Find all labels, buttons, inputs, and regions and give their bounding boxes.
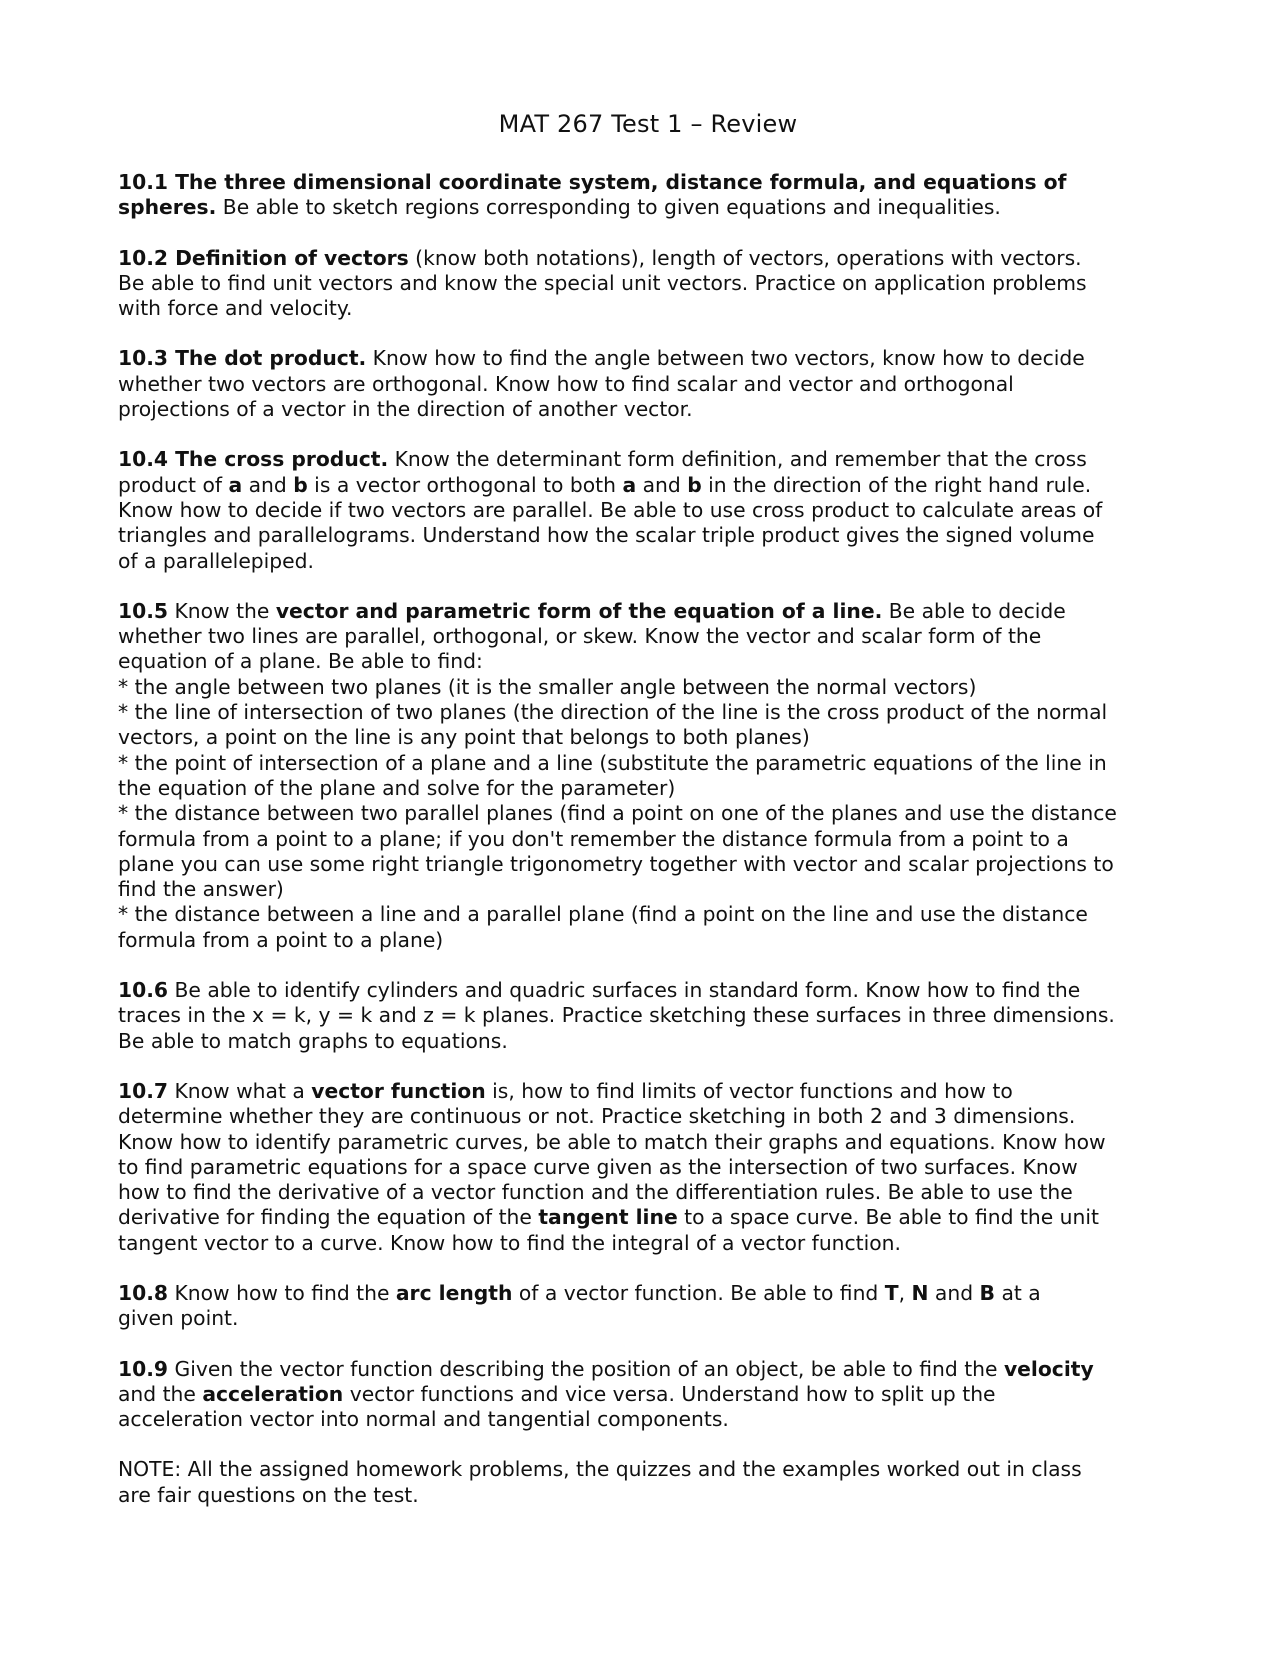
body-text: at a	[995, 1280, 1041, 1305]
bold-text: acceleration	[202, 1381, 344, 1406]
body-text: Know the	[168, 598, 276, 623]
bold-text: N	[911, 1280, 929, 1305]
section-paragraph	[118, 1079, 1178, 1256]
body-text: the equation of the plane and solve for the parameter)	[118, 775, 676, 800]
bold-text: 10.7	[118, 1078, 169, 1103]
text-line	[118, 447, 1178, 472]
text-line	[118, 1104, 1178, 1129]
body-text: ,	[898, 1280, 912, 1305]
text-line	[118, 1003, 1178, 1028]
section-paragraph	[118, 978, 1178, 1054]
body-text: find the answer)	[118, 877, 284, 902]
text-line	[118, 195, 1178, 220]
text-line	[118, 1281, 1178, 1306]
bold-text: velocity	[1003, 1356, 1094, 1381]
section-paragraph	[118, 170, 1178, 221]
bold-text: T	[884, 1280, 899, 1305]
bold-text: b	[687, 472, 702, 497]
bold-text: 10.4 The cross product.	[118, 447, 389, 472]
text-line	[118, 776, 1178, 801]
text-line	[118, 1407, 1178, 1432]
body-text: derivative for finding the equation of the	[118, 1205, 539, 1230]
body-text: given point.	[118, 1306, 239, 1331]
text-line	[118, 473, 1178, 498]
text-line	[118, 1357, 1178, 1382]
body-text: whether two vectors are orthogonal. Know how to find scalar and vector and orthogonal	[118, 371, 1014, 396]
text-line	[118, 599, 1178, 624]
text-line	[118, 751, 1178, 776]
body-text: Be able to identify cylinders and quadric surfaces in standard form. Know how to find the	[168, 978, 1081, 1003]
text-line	[118, 624, 1178, 649]
section-paragraph	[118, 1457, 1178, 1508]
text-line	[118, 928, 1178, 953]
body-text: whether two lines are parallel, orthogonal, or skew. Know the vector and scalar form of the	[118, 624, 1042, 649]
text-line	[118, 902, 1178, 927]
body-text: to find parametric equations for a space curve given as the intersection of two surfaces. Know	[118, 1154, 1078, 1179]
text-line	[118, 1483, 1178, 1508]
text-line	[118, 1205, 1178, 1230]
text-line	[118, 1382, 1178, 1407]
body-text: Know what a	[168, 1078, 312, 1103]
text-line	[118, 346, 1178, 371]
body-text: * the distance between two parallel planes (find a point on one of the planes and use the distance	[118, 801, 1117, 826]
body-text: Given the vector function describing the position of an object, be able to find the	[168, 1356, 1004, 1381]
body-text: and	[242, 472, 294, 497]
body-text: are fair questions on the test.	[118, 1482, 419, 1507]
body-text: * the distance between a line and a parallel plane (find a point on the line and use the distance	[118, 902, 1088, 927]
text-line	[118, 1079, 1178, 1104]
body-text: vector functions and vice versa. Understand how to split up the	[343, 1381, 996, 1406]
text-line	[118, 397, 1178, 422]
text-line	[118, 1180, 1178, 1205]
bold-text: b	[293, 472, 308, 497]
body-text: * the line of intersection of two planes (the direction of the line is the cross product of the normal	[118, 700, 1108, 725]
section-paragraph	[118, 346, 1178, 422]
bold-text: spheres.	[118, 195, 217, 220]
text-line	[118, 1457, 1178, 1482]
bold-text: 10.5	[118, 598, 169, 623]
text-line	[118, 271, 1178, 296]
body-text: formula from a point to a plane)	[118, 927, 444, 952]
body-text: of a vector function. Be able to find	[512, 1280, 885, 1305]
text-line	[118, 725, 1178, 750]
body-text: and the	[118, 1381, 203, 1406]
text-line	[118, 1155, 1178, 1180]
body-text: plane you can use some right triangle trigonometry together with vector and scalar projections to	[118, 851, 1114, 876]
body-text: Know how to find the angle between two vectors, know how to decide	[366, 346, 1085, 371]
body-text: NOTE: All the assigned homework problems, the quizzes and the examples worked out in class	[118, 1457, 1082, 1482]
body-text: is, how to find limits of vector functions and how to	[485, 1078, 1013, 1103]
text-line	[118, 852, 1178, 877]
text-line	[118, 1029, 1178, 1054]
body-text: determine whether they are continuous or not. Practice sketching in both 2 and 3 dimensions.	[118, 1104, 1076, 1129]
bold-text: 10.8	[118, 1280, 169, 1305]
text-line	[118, 498, 1178, 523]
text-line	[118, 246, 1178, 271]
body-text: Know how to decide if two vectors are parallel. Be able to use cross product to calculate areas of	[118, 497, 1103, 522]
body-text: * the angle between two planes (it is the smaller angle between the normal vectors)	[118, 674, 977, 699]
body-text: how to find the derivative of a vector function and the differentiation rules. Be able to use the	[118, 1180, 1073, 1205]
text-line	[118, 1231, 1178, 1256]
body-text: projections of a vector in the direction of another vector.	[118, 397, 693, 422]
document-title: MAT 267 Test 1 – Review	[498, 110, 798, 138]
bold-text: B	[979, 1280, 996, 1305]
bold-text: 10.2 Definition of vectors	[118, 245, 409, 270]
text-line	[118, 827, 1178, 852]
text-line	[118, 372, 1178, 397]
text-line	[118, 1130, 1178, 1155]
text-line	[118, 549, 1178, 574]
body-text: Be able to match graphs to equations.	[118, 1028, 508, 1053]
bold-text: 10.3 The dot product.	[118, 346, 367, 371]
bold-text: a	[622, 472, 637, 497]
section-paragraph	[118, 447, 1178, 573]
text-line	[118, 649, 1178, 674]
text-line	[118, 978, 1178, 1003]
body-text: triangles and parallelograms. Understand how the scalar triple product gives the signed volume	[118, 523, 1095, 548]
bold-text: arc length	[395, 1280, 513, 1305]
body-text: Know how to find the	[168, 1280, 396, 1305]
body-text: and	[636, 472, 688, 497]
body-text: (know both notations), length of vectors, operations with vectors.	[408, 245, 1082, 270]
text-line	[118, 296, 1178, 321]
body-text: equation of a plane. Be able to find:	[118, 649, 483, 674]
body-text: of a parallelepiped.	[118, 548, 314, 573]
body-text: Know how to identify parametric curves, be able to match their graphs and equations. Know how	[118, 1129, 1106, 1154]
document-page	[118, 110, 1178, 1533]
bold-text: a	[228, 472, 243, 497]
bold-text: 10.1 The three dimensional coordinate system, distance formula, and equations of	[118, 170, 1067, 194]
body-text: formula from a point to a plane; if you don't remember the distance formula from a point to a	[118, 826, 1069, 851]
body-text: Know the determinant form definition, and remember that the cross	[388, 447, 1087, 472]
body-text: Be able to find unit vectors and know the special unit vectors. Practice on application problems	[118, 270, 1087, 295]
bold-text: 10.9	[118, 1356, 169, 1381]
text-line	[118, 801, 1178, 826]
body-text: product of	[118, 472, 229, 497]
body-text: vectors, a point on the line is any point that belongs to both planes)	[118, 725, 810, 750]
body-text: traces in the x = k, y = k and z = k planes. Practice sketching these surfaces in three dimensions.	[118, 1003, 1115, 1028]
section-paragraph	[118, 246, 1178, 322]
body-text: in the direction of the right hand rule.	[701, 472, 1092, 497]
bold-text: tangent line	[538, 1205, 678, 1230]
bold-text: vector function	[311, 1078, 486, 1103]
document-body	[118, 170, 1178, 1508]
body-text: Be able to sketch regions corresponding to given equations and inequalities.	[216, 195, 1001, 220]
bold-text: vector and parametric form of the equation of a line.	[275, 598, 883, 623]
body-text: acceleration vector into normal and tangential components.	[118, 1407, 729, 1432]
body-text: * the point of intersection of a plane and a line (substitute the parametric equations of the line in	[118, 750, 1107, 775]
text-line	[118, 700, 1178, 725]
body-text: with force and velocity.	[118, 296, 353, 321]
section-paragraph	[118, 1281, 1178, 1332]
text-line	[118, 523, 1178, 548]
body-text: is a vector orthogonal to both	[307, 472, 623, 497]
text-line	[118, 877, 1178, 902]
body-text: and	[928, 1280, 980, 1305]
text-line	[118, 675, 1178, 700]
section-paragraph	[118, 1357, 1178, 1433]
body-text: tangent vector to a curve. Know how to find the integral of a vector function.	[118, 1230, 901, 1255]
bold-text: 10.6	[118, 978, 169, 1003]
text-line	[118, 170, 1178, 195]
section-paragraph	[118, 599, 1178, 953]
body-text: to a space curve. Be able to find the unit	[677, 1205, 1099, 1230]
body-text: Be able to decide	[882, 598, 1066, 623]
text-line	[118, 1306, 1178, 1331]
